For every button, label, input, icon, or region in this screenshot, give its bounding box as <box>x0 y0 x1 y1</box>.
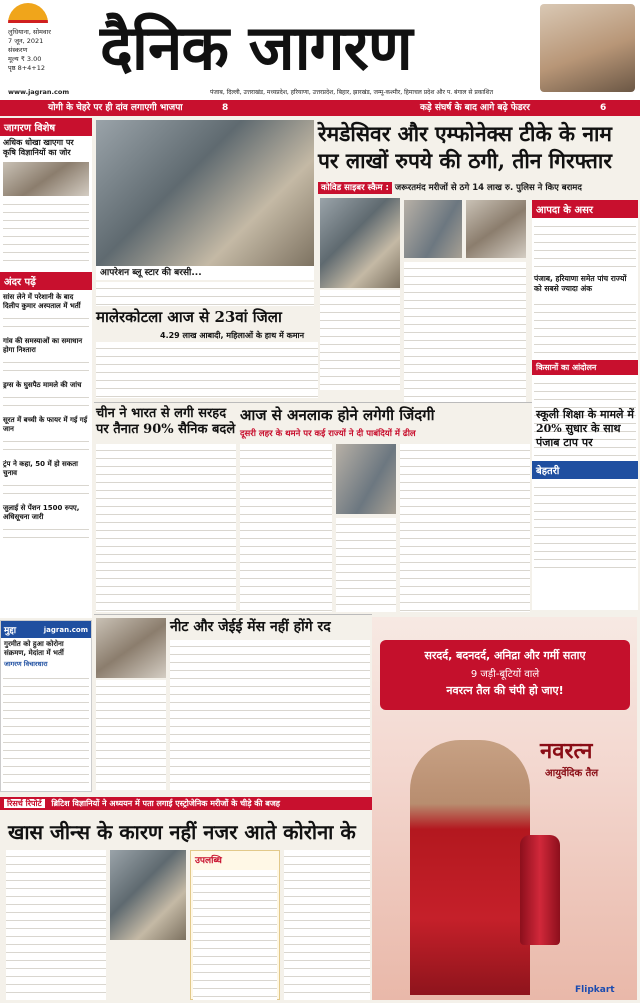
punjab-body <box>534 298 636 358</box>
publication-cities: पंजाब, दिल्ली, उत्तराखंड, मध्यप्रदेश, हरियाणा, उत्तरप्रदेश, बिहार, झारखंड, जम्मू-कश्मीर, हिमाचल प्रदेश और प. बंगाल से प्रकाशित <box>210 89 493 96</box>
inside-item-body <box>3 523 89 545</box>
price: मूल्य ₹ 3.00 <box>8 55 42 63</box>
cyber-tag: कोविड साइबर स्कैम : <box>318 182 392 194</box>
divider-2 <box>94 614 372 615</box>
punjab-states-title[interactable]: पंजाब, हरियाणा समेत पांच राज्यों को सबसे ज्यादा अंक <box>534 274 627 293</box>
inside-items <box>0 290 92 545</box>
bluestar-photo <box>96 120 314 268</box>
left-column <box>0 118 92 618</box>
upyog-head: उपलब्धि <box>195 856 222 866</box>
mudda-answer: जागरण विचारधारा <box>4 660 48 668</box>
lead-photo-1 <box>320 198 400 288</box>
behtari-header: बेहतरी <box>532 461 638 479</box>
research-strip <box>0 797 372 810</box>
research-strip-text: ब्रिटिश विज्ञानियों ने अध्ययन में पता लगाई एस्ट्रोजेनिक मरीजों के चीड़े की बजह <box>51 799 281 808</box>
ad-line1: सरदर्द, बदनदर्द, अनिद्रा और गर्मी सताए <box>424 649 586 662</box>
inside-item[interactable]: ड्रग्स के घुसपैठ मामले की जांच <box>3 381 82 389</box>
inside-item-body <box>3 479 89 501</box>
federer-photo <box>540 4 635 92</box>
jagran-vishesh-header: जागरण विशेष <box>0 118 92 136</box>
lead-headline[interactable]: रेमडेसिवर और एम्फोनेक्स टीके के नाम पर लाखों रुपये की ठगी, तीन गिरफ्तार <box>318 121 612 173</box>
gurmeet-photo <box>96 618 166 678</box>
mudda-site[interactable]: jagran.com <box>43 625 88 634</box>
oil-bottle-icon <box>520 835 560 945</box>
malerkotla-headline[interactable]: मालेरकोटला आज से 23वां जिला <box>96 308 282 326</box>
malerkotla-body <box>96 342 318 398</box>
cyber-scam-strip <box>318 180 638 196</box>
special-story-body <box>3 198 89 268</box>
bottom-body-2 <box>284 850 370 1000</box>
issue-date: 7 जून, 2021 <box>8 37 44 45</box>
anlock-body-3 <box>400 444 530 612</box>
bottom-headline[interactable]: खास जीन्स के कारण नहीं नजर आते कोरोना के <box>8 820 356 844</box>
mudda-head: मुद्दा <box>4 626 17 636</box>
school-headline[interactable]: स्कूली शिक्षा के मामले में 20% सुधार के साथ पंजाब टाप पर <box>536 408 634 449</box>
lead-text-1 <box>320 290 400 390</box>
website[interactable]: www.jagran.com <box>8 88 70 96</box>
right-column <box>532 200 638 610</box>
divider <box>94 402 532 403</box>
gurmeet-body <box>96 680 166 790</box>
lead-photo-3 <box>466 200 526 258</box>
ad-sponsor: Flipkart <box>575 985 615 995</box>
inside-item[interactable]: सूरत में बच्ची के फायर में गई गई जान <box>3 416 88 433</box>
edition: संस्करण <box>8 46 28 54</box>
special-story-photo <box>3 162 89 196</box>
special-story-title[interactable]: अधिक धोखा खाएगा पर कृषि विज्ञानियों का जोर <box>3 138 74 157</box>
neet-body <box>170 640 370 790</box>
pages: पृष्ठ 8+4+12 <box>8 64 46 72</box>
behtari-body <box>534 481 636 571</box>
inside-item[interactable]: गांव की समस्याओं का समाधान होगा निश्तारा <box>3 337 83 354</box>
ad-tagline: आयुर्वेदिक तैल <box>545 768 599 779</box>
newspaper-logo: दैनिक जागरण <box>100 11 412 84</box>
teaser-left[interactable]: योगी के चेहरे पर ही दांव लगाएगी भाजपा <box>48 103 183 113</box>
mudda-body <box>3 672 89 790</box>
upyog-box <box>190 850 280 1000</box>
inside-item-body <box>3 435 89 457</box>
sun-logo-icon <box>8 3 48 23</box>
bottom-photo <box>110 850 186 940</box>
inside-item-body <box>3 356 89 378</box>
andar-padhein-header: अंदर पढ़ें <box>0 272 92 290</box>
anlock-body-2 <box>336 518 396 612</box>
upyog-body <box>193 870 277 1000</box>
bottom-body-1 <box>6 850 106 1000</box>
lead-photo-2 <box>404 200 462 258</box>
aapda-header: आपदा के असर <box>532 200 638 218</box>
anlock-body-1 <box>240 444 332 612</box>
research-label: रिसर्च रिपोर्ट <box>4 799 45 808</box>
mudda-box <box>0 620 92 792</box>
teaser-right-page: 6 <box>600 103 607 113</box>
inside-item[interactable]: सांस लेने में परेशानी के बाद दिलीप कुमार अस्पताल में भर्ती <box>3 293 81 310</box>
china-body <box>96 444 236 612</box>
inside-item-body <box>3 312 89 334</box>
neet-headline[interactable]: नीट और जेईई मेंस नहीं होंगे रद <box>170 619 331 635</box>
teaser-left-page: 8 <box>222 103 229 113</box>
city-day: लुधियाना, सोमवार <box>8 28 51 36</box>
photo-caption: आपरेशन ब्लू स्टार की बरसी... <box>96 266 314 280</box>
kisan-header: किसानों का आंदोलन <box>532 360 638 375</box>
ad-model-figure <box>410 740 530 995</box>
mudda-question[interactable]: गुरमीत को हुआ कोरोना संक्रमण, मेदांता में भर्ती <box>4 640 64 657</box>
inside-item[interactable]: जुलाई से पेंशन 1500 रुपए, अधिसूचना जारी <box>3 504 80 521</box>
anlock-sub: दूसरी लहर के थमने पर कई राज्यों ने दी पाबंदियों में ढील <box>240 429 416 439</box>
anlock-photo <box>336 444 396 514</box>
lead-text-2 <box>404 262 526 402</box>
inside-item[interactable]: ट्रंप ने कहा, 50 में हो सकता चुनाव <box>3 460 78 477</box>
top-teaser-strip <box>0 100 640 116</box>
china-headline[interactable]: चीन ने भारत से लगी सरहद पर तैनात 90% सैनिक बदले <box>96 406 236 437</box>
malerkotla-sub: 4.29 लाख आबादी, महिलाओं के हाथ में कमान <box>160 331 305 340</box>
anlock-headline[interactable]: आज से अनलाक होने लगेगी जिंदगी <box>240 406 435 424</box>
ad-line3: नवरत्न तैल की चंपी हो जाए! <box>446 684 564 697</box>
inside-item-body <box>3 391 89 413</box>
aapda-body <box>534 220 636 270</box>
ad-line2: 9 जड़ी-बूटियों वाले <box>470 669 540 680</box>
ad-banner <box>380 640 630 710</box>
photo-caption-body <box>96 282 314 306</box>
masthead-info <box>8 28 51 73</box>
teaser-right[interactable]: कड़े संघर्ष के बाद आगे बढ़े फेडरर <box>420 103 530 113</box>
ad-brand: नवरत्न <box>540 738 593 764</box>
masthead <box>0 0 640 100</box>
cyber-text: जरूरतमंद मरीजों से ठगे 14 लाख रु. पुलिस ने किए बरामद <box>394 183 582 193</box>
